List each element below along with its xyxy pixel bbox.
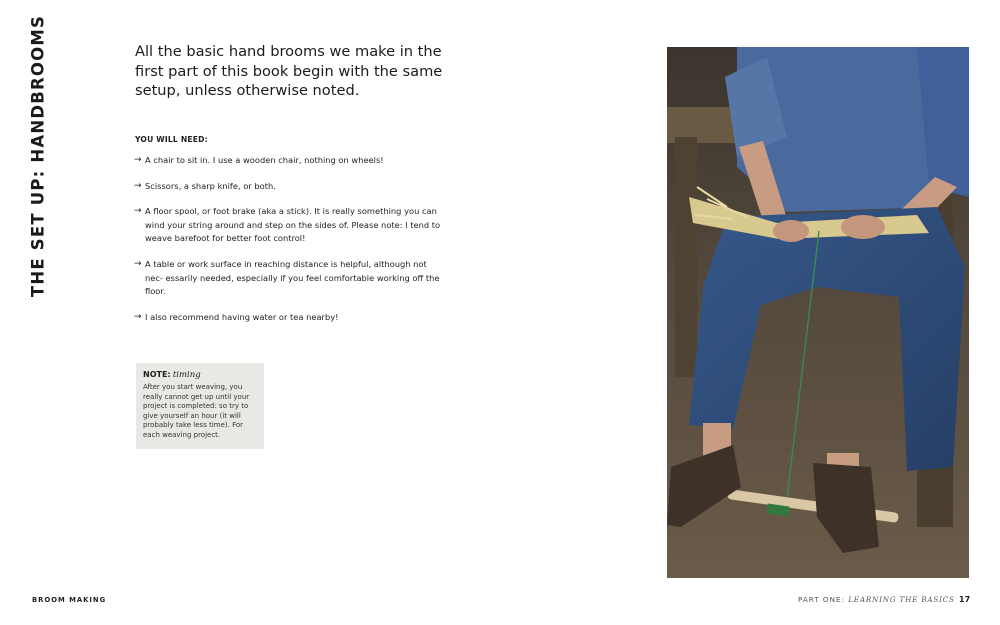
list-item [134,311,444,325]
list-item [134,205,444,246]
hand-right [841,215,885,239]
footer-chapter: LEARNING THE BASICS [848,595,955,604]
arrow-icon: → [134,155,142,165]
vertical-section-title [24,14,52,298]
list-item-text: Scissors, a sharp knife, or both. [145,180,276,191]
footer-part: PART ONE: [798,595,845,604]
list-item-text: A floor spool, or foot brake (aka a stick). It is really something you can wind your string around and step on the sides of. Please note: I tend to weave barefoot for better foot control! [145,206,441,244]
arrow-icon: → [134,311,142,322]
footer-section [798,595,955,604]
list-item-text: I also recommend having water or tea nearby! [145,311,339,322]
needs-list [134,154,444,336]
intro-paragraph: All the basic hand brooms we make in the first part of this book begin with the same setup, unless otherwise noted. [135,43,443,99]
arrow-icon: → [134,258,142,269]
needs-heading: YOU WILL NEED: [135,135,208,144]
broom-making-photo [667,47,969,578]
hand-left [773,220,809,242]
note-body: After you start weaving, you really cannot get up until your project is completed: so try to give yourself an hour (it will probably take less time). For each weaving project. [143,383,250,439]
bench-leg [675,137,697,377]
list-item-text: A table or work surface in reaching distance is helpful, although not nec- essarily needed, especially if you feel comfortable working off the floor. [145,258,440,297]
note-box [136,363,264,449]
note-topic: timing [172,370,201,380]
arrow-icon: → [134,180,142,191]
note-label: NOTE: [143,370,171,379]
page-number: 17 [959,595,971,604]
list-item [134,154,444,168]
list-item-text: A chair to sit in. I use a wooden chair, nothing on wheels! [145,155,384,165]
list-item [134,258,444,299]
arrow-icon: → [134,206,142,217]
footer-book-title: BROOM MAKING [32,596,107,604]
section-title-text: THE SET UP: HANDBROOMS [28,14,48,298]
note-title [143,369,257,381]
list-item [134,180,444,194]
photo-illustration [667,47,969,578]
